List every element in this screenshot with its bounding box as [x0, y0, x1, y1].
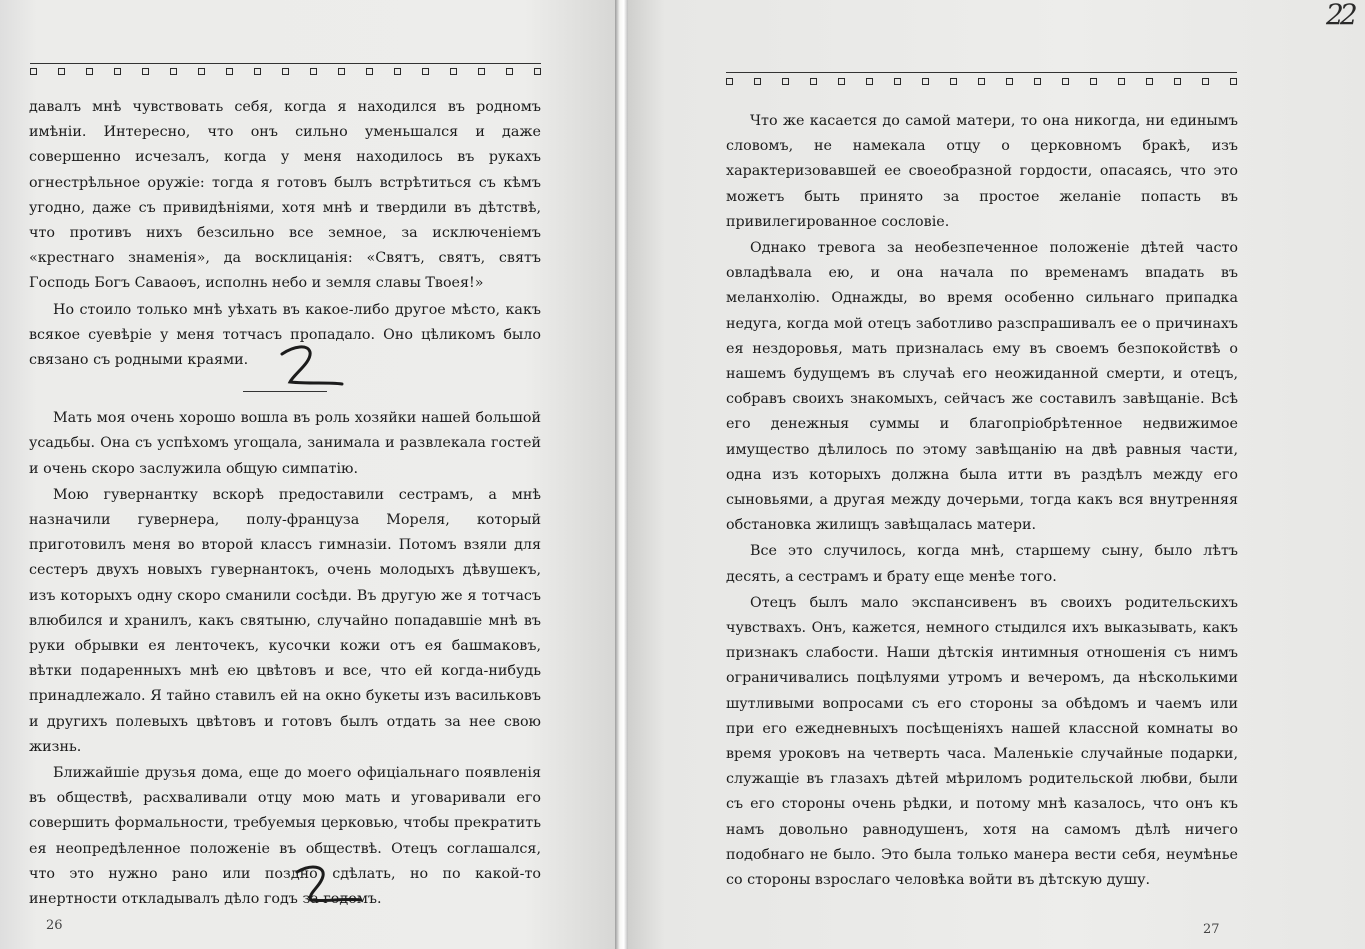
page-number: 27 — [1203, 922, 1220, 937]
right-page — [628, 0, 1365, 949]
paragraph: Отецъ былъ мало экспансивенъ въ своихъ родительскихъ чувствахъ. Онъ, кажется, немного стыдился ихъ выказывать, какъ признакъ слабости. Наши дѣтскія интимныя отношенія съ нимъ ограничивались поцѣлуями утромъ и вечеромъ, да нѣсколькими шутливыми вопросами съ его стороны за обѣдомъ и чаемъ или при его ежедневныхъ посѣщеніяхъ нашей классной комнаты во время уроковъ на четверть часа. Маленькіе случайные подарки, служащіе въ глазахъ дѣтей мѣриломъ родительской любви, были съ его стороны очень рѣдки, и потому мнѣ казалось, что онъ къ намъ довольно равнодушенъ, хотя на самомъ дѣлѣ ничего подобнаго не было. Это была только манера вести себя, неумѣнье со стороны взрослаго человѣка войти въ дѣтскую душу. — [726, 594, 1238, 889]
paragraph: давалъ мнѣ чувствовать себя, когда я находился въ родномъ имѣніи. Интересно, что онъ сильно уменьшался и даже совершенно исчезалъ, когда у меня находилось въ рукахъ огнестрѣльное оружіе: тогда я готовъ былъ встрѣтиться съ кѣмъ угодно, даже съ привидѣніями, хотя мнѣ и твердили въ дѣтствѣ, что противъ нихъ безсильно все земное, за исключеніемъ «крестнаго знаменія», да восклицанія: «Святъ, святъ, святъ Господь Богъ Саваоѳъ, исполнь небо и земля славы Твоея!» — [29, 99, 541, 292]
handwritten-folio-number: 22 — [1326, 0, 1354, 31]
pen-mark-z — [295, 862, 367, 910]
header-rule — [30, 63, 541, 64]
paragraph: Ближайшіе друзья дома, еще до моего офиціальнаго появленія въ обществѣ, расхваливали отцу мою мать и уговаривали его совершить формальности, требуемыя церковью, чтобы прекратить ея неопредѣленное положеніе въ обществѣ. Отецъ соглашался, что это нужно рано или поздно сдѣлать, но по какой-то инертности откладывалъ дѣло годъ за годомъ. — [29, 765, 541, 908]
paragraph: Мать моя очень хорошо вошла въ роль хозяйки нашей большой усадьбы. Она съ успѣхомъ угощала, занимала и развлекала гостей и очень скоро заслужила общую симпатію. — [29, 410, 541, 477]
paragraph: Но стоило только мнѣ уѣхать въ какое-либо другое мѣсто, какъ всякое суевѣріе у меня тотчасъ пропадало. Оно цѣликомъ было связано съ родными краями. — [29, 301, 541, 369]
header-rule — [726, 72, 1237, 73]
paragraph: Мою гувернантку вскорѣ предоставили сестрамъ, а мнѣ назначили гувернера, полу-француза Мореля, который приготовилъ меня во второй классъ гимназіи. Потомъ взяли для сестеръ двухъ новыхъ гувернантокъ, очень молодыхъ дѣвушекъ, изъ которыхъ одну скоро сманили сосѣди. Въ другую же я тотчасъ влюбился и хранилъ, какъ святыню, случайно попадавшіе мнѣ въ руки обрывки ея ленточекъ, кусочки кожи отъ ея башмаковъ, вѣтки подаренныхъ мнѣ ею цвѣтовъ и все, что ей когда-нибудь принадлежало. Я тайно ставилъ ей на окно букеты изъ васильковъ и другихъ полевыхъ цвѣтовъ и готовъ былъ отдать за нее свою жизнь. — [29, 486, 541, 755]
left-text-column — [29, 95, 541, 912]
right-text-column — [726, 109, 1238, 893]
header-ornament — [30, 68, 541, 75]
page-number: 26 — [46, 918, 63, 933]
header-ornament — [726, 78, 1237, 85]
paragraph: Что же касается до самой матери, то она никогда, ни единымъ словомъ, не намекала отцу о церковномъ бракѣ, изъ характеризовавшей ее своеобразной гордости, опасаясь, что это можетъ быть принято за простое желаніе попасть въ привилегированное сословіе. — [726, 113, 1238, 230]
paragraph: Однако тревога за необезпеченное положеніе дѣтей часто овладѣвала ею, и она начала по временамъ впадать въ меланхолію. Однажды, во время особенно сильнаго припадка недуга, когда мой отецъ заботливо разспрашивалъ ее о причинахъ ея нездоровья, мать призналась ему въ своемъ безпокойствѣ о нашемъ будущемъ въ случаѣ его неожиданной смерти, и отецъ, собравъ своихъ знакомыхъ, сейчасъ же составилъ завѣщаніе. Всѣ его денежныя суммы и благопріобрѣтенное недвижимое имущество дѣлилось по этому завѣщанію на двѣ равныя части, одна изъ которыхъ должна была итти въ раздѣлъ между его сыновьями, а другая между дочерьми, тогда какъ вся внутренняя обстановка жилищъ завѣщалась матери. — [726, 240, 1238, 534]
left-page — [0, 0, 618, 949]
pen-mark-z — [280, 340, 350, 392]
paragraph: Все это случилось, когда мнѣ, старшему сыну, было лѣтъ десять, а сестрамъ и брату еще менѣе того. — [726, 543, 1238, 585]
